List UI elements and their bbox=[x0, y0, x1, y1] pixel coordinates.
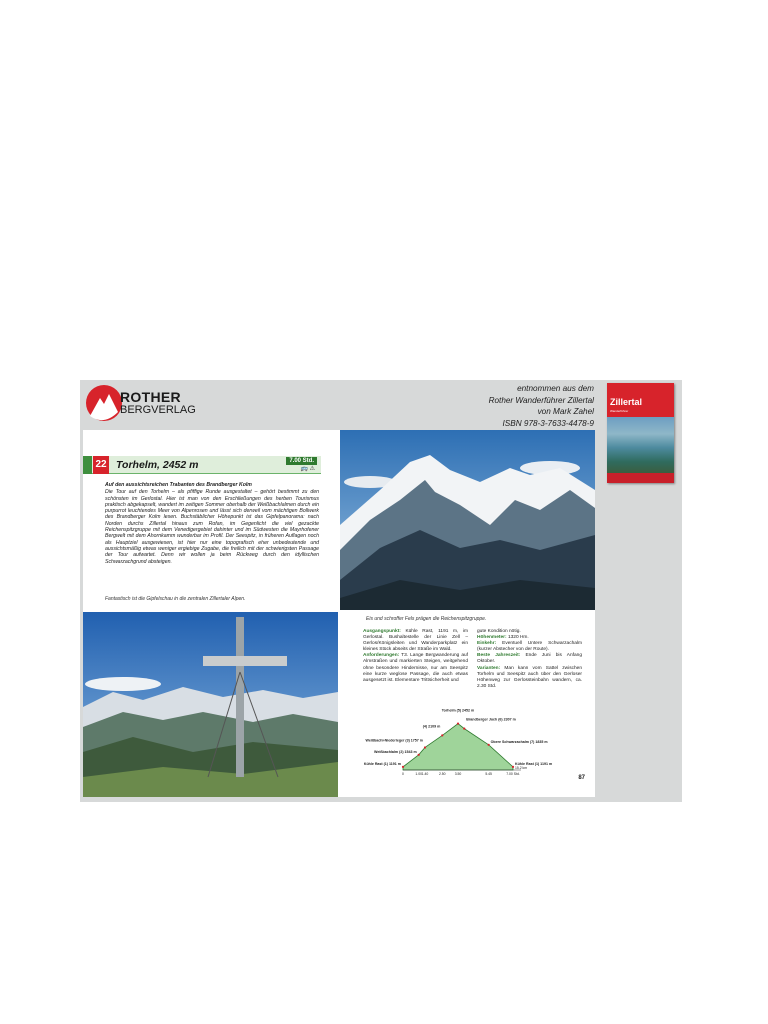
cover-footer bbox=[607, 473, 674, 483]
tour-header bbox=[83, 456, 321, 474]
summit-cross-photo bbox=[83, 612, 338, 797]
tour-intro: Auf den aussichtsreichen Trabanten des Brandberger Kolm bbox=[105, 482, 252, 488]
summit-caption: Fantastisch ist die Gipfelschau in die zentralen Zillertaler Alpen. bbox=[105, 596, 246, 602]
cover-title: Zillertal bbox=[610, 397, 643, 407]
profile-point-label: Weißbachl-Niederleger (3) 1757 m bbox=[365, 738, 423, 743]
book-preview-panel bbox=[80, 380, 682, 802]
profile-point-label: Brandberger Joch (6) 2307 m bbox=[466, 717, 516, 722]
profile-point-label: Kühle Rast (1) 1191 m bbox=[515, 761, 553, 766]
profile-point-label: Torhelm (5) 2452 m bbox=[441, 708, 475, 713]
tour-description bbox=[105, 482, 319, 565]
tour-time-badge: 7.00 Std. bbox=[286, 457, 317, 465]
mountain-photo bbox=[340, 430, 595, 610]
profile-point-label: Obere Schwarzachalm (7) 1835 m bbox=[490, 739, 548, 744]
book-page bbox=[83, 430, 595, 797]
mountain-caption: Eis und schroffer Fels prägen die Reichenspitzgruppe. bbox=[366, 616, 487, 622]
profile-point-label: (4) 2109 m bbox=[422, 724, 441, 729]
profile-point bbox=[418, 754, 420, 756]
profile-time-tick: 1.40 bbox=[421, 772, 429, 776]
profile-time-tick: 3.50 bbox=[454, 772, 462, 776]
tour-number: 22 bbox=[93, 456, 109, 474]
cover-subtitle: Wanderführer bbox=[610, 409, 629, 413]
cover-photo bbox=[607, 417, 674, 473]
profile-point bbox=[512, 766, 514, 768]
profile-point-label: Weißbachlalm (2) 1543 m bbox=[374, 749, 417, 754]
publisher-subname: BERGVERLAG bbox=[120, 404, 196, 416]
profile-time-tick: 0 bbox=[402, 772, 404, 776]
tour-title: Torhelm, 2452 m bbox=[116, 459, 199, 471]
profile-distance: 15.2 km bbox=[515, 766, 528, 770]
info-left-column: Ausgangspunkt: Kühle Rast, 1191 m, im Gerlostal. Bushaltestelle der Linie Zell – Gerlos/Königsleiten und Wanderparkplatz ein kleines Stück abseits der Straße im Wald. Anforderungen: T3. Lange Bergwanderung auf Almstraßen und markierten Steigen, weitgehend ohne besondere Hindernisse, nur am Seespitz eine kurze weglose Passage, die auch etwas ausgesetzt ist. Elementare Trittsicherheit und bbox=[363, 629, 468, 683]
profile-point bbox=[457, 723, 459, 725]
profile-graph bbox=[364, 709, 552, 776]
profile-point bbox=[488, 744, 490, 746]
profile-point bbox=[441, 734, 443, 736]
book-cover[interactable] bbox=[607, 383, 674, 483]
profile-time-tick: 1.00 bbox=[415, 772, 423, 776]
info-right-column: gute Kondition nötig. Höhenmeter: 1320 Hm. Einkehr: Eventuell Untere Schwarzachalm (kurzer Abstecher von der Route). Beste Jahreszeit: Ende Juni bis Anfang Oktober. Varianten: Man kann vom Sattel zwischen Torhelm und Seespitz auch über den Gerloser Höhenweg zur Gerlossteinbahn wandern, ca. 2.30 Std. bbox=[477, 629, 582, 689]
profile-area bbox=[403, 724, 513, 770]
side-tab bbox=[83, 456, 92, 474]
tour-icons: 🚌 ⚠ bbox=[300, 466, 315, 472]
profile-time-tick: 5.45 bbox=[485, 772, 492, 776]
publisher-name: ROTHER bbox=[120, 389, 181, 405]
excerpt-note: entnommen aus dem Rother Wanderführer Zillertal von Mark Zahel ISBN 978-3-7633-4478-9 bbox=[488, 384, 594, 428]
tour-body: Die Tour auf den Torhelm – als pfiffige Runde ausgestaltet – gehört bestimmt zu den schönsten im Gerlostal. Hier ist man von den Erschließungen des herben Tourismus praktisch abgekapselt, wandert im zeitigen Sommer oberhalb der Weißbachlalmen durch ein purpurrot leuchtendes Meer von Alpenrosen und lässt sich derweil vom mächtigen Bollwerk des Brandberger Kolm lesen. Buchstäblicher Höhepunkt ist das Gipfelpanorama: nach Norden durchs Zillertal hinaus zum Rofan, im Gegenlicht die viel gezackte Reichenspitzgruppe mit dem Venedigergebiet dahinter und im Südwesten die Mayrhofener Bergwelt mit dem Ahornkamm wunderbar im Profil. Der Seespitz, in früheren Auflagen noch als Hauptziel ausgewiesen, ist hier nur eine topografisch eher unbedeutende und aussichtsmäßig etwas weniger ergiebige Zugabe, die freilich mit der schwierigsten Passage der Tour aufwartet. Denn wir wollen ja beim Rückweg durch den idyllischen Schwarzachgrund absteigen. bbox=[105, 489, 319, 565]
profile-time-tick: 7.00 Std. bbox=[506, 772, 520, 776]
elevation-profile bbox=[363, 700, 553, 795]
profile-point-label: Kühle Rast (1) 1191 m bbox=[363, 761, 401, 766]
profile-point bbox=[463, 728, 465, 730]
profile-time-tick: 2.50 bbox=[438, 772, 446, 776]
page-number: 87 bbox=[578, 775, 585, 781]
profile-point bbox=[402, 766, 404, 768]
profile-point bbox=[424, 746, 426, 748]
